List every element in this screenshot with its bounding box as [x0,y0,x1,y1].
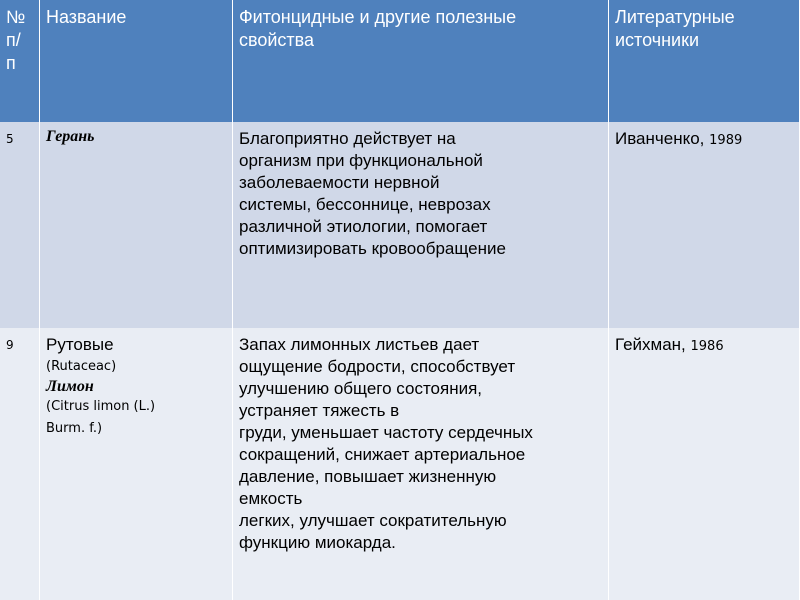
table-row [0,328,799,600]
source-cell [609,328,799,600]
properties-line: груди, уменьшает частоту сердечных [239,423,533,442]
properties-line: функцию миокарда. [239,533,396,552]
header-name [40,0,233,122]
plant-species-latin: Burm. f.) [46,421,103,436]
plant-family: Рутовые [46,335,114,354]
properties-line: емкость [239,489,303,508]
table-header-row [0,0,799,124]
properties-line: улучшению общего состояния, [239,379,483,398]
row-number: 5 [0,122,40,328]
header-sources [609,0,799,122]
properties-line: оптимизировать кровообращение [239,239,506,258]
header-number-line: № [6,7,26,27]
source-author: Гейхман, [615,335,686,354]
properties-line: сокращений, снижает артериальное [239,445,526,464]
plant-name-cell [40,328,233,600]
properties-line: Запах лимонных листьев дает [239,335,480,354]
header-number [0,0,40,122]
header-number-line: п/ [6,30,21,50]
plant-family-latin: (Rutaceac) [46,359,117,374]
properties-line: ощущение бодрости, способствует [239,357,516,376]
header-properties-line: свойства [239,30,315,50]
properties-line: заболеваемости нервной [239,173,440,192]
row-number: 9 [0,328,40,600]
header-number-line: п [6,53,16,73]
source-year: 1986 [690,339,724,354]
properties-line: различной этиологии, помогает [239,217,488,236]
properties-cell [233,328,609,600]
properties-line: организм при функциональной [239,151,483,170]
properties-line: устраняет тяжесть в [239,401,400,420]
plant-name: Герань [46,128,95,145]
header-properties-line: Фитонцидные и другие полезные [239,7,517,27]
plant-name-cell [40,122,233,328]
properties-line: Благоприятно действует на [239,129,456,148]
header-sources-line: Литературные [615,7,735,27]
plant-species: Лимон [46,378,94,395]
header-properties [233,0,609,122]
properties-line: легких, улучшает сократительную [239,511,507,530]
source-year: 1989 [709,133,743,148]
header-name-text: Название [46,7,127,27]
properties-cell [233,122,609,328]
header-sources-line: источники [615,30,700,50]
properties-line: давление, повышает жизненную [239,467,497,486]
source-cell [609,122,799,328]
table-row [0,122,799,330]
plant-species-latin: (Citrus limon (L.) [46,399,156,414]
source-author: Иванченко, [615,129,705,148]
properties-line: системы, бессоннице, неврозах [239,195,491,214]
